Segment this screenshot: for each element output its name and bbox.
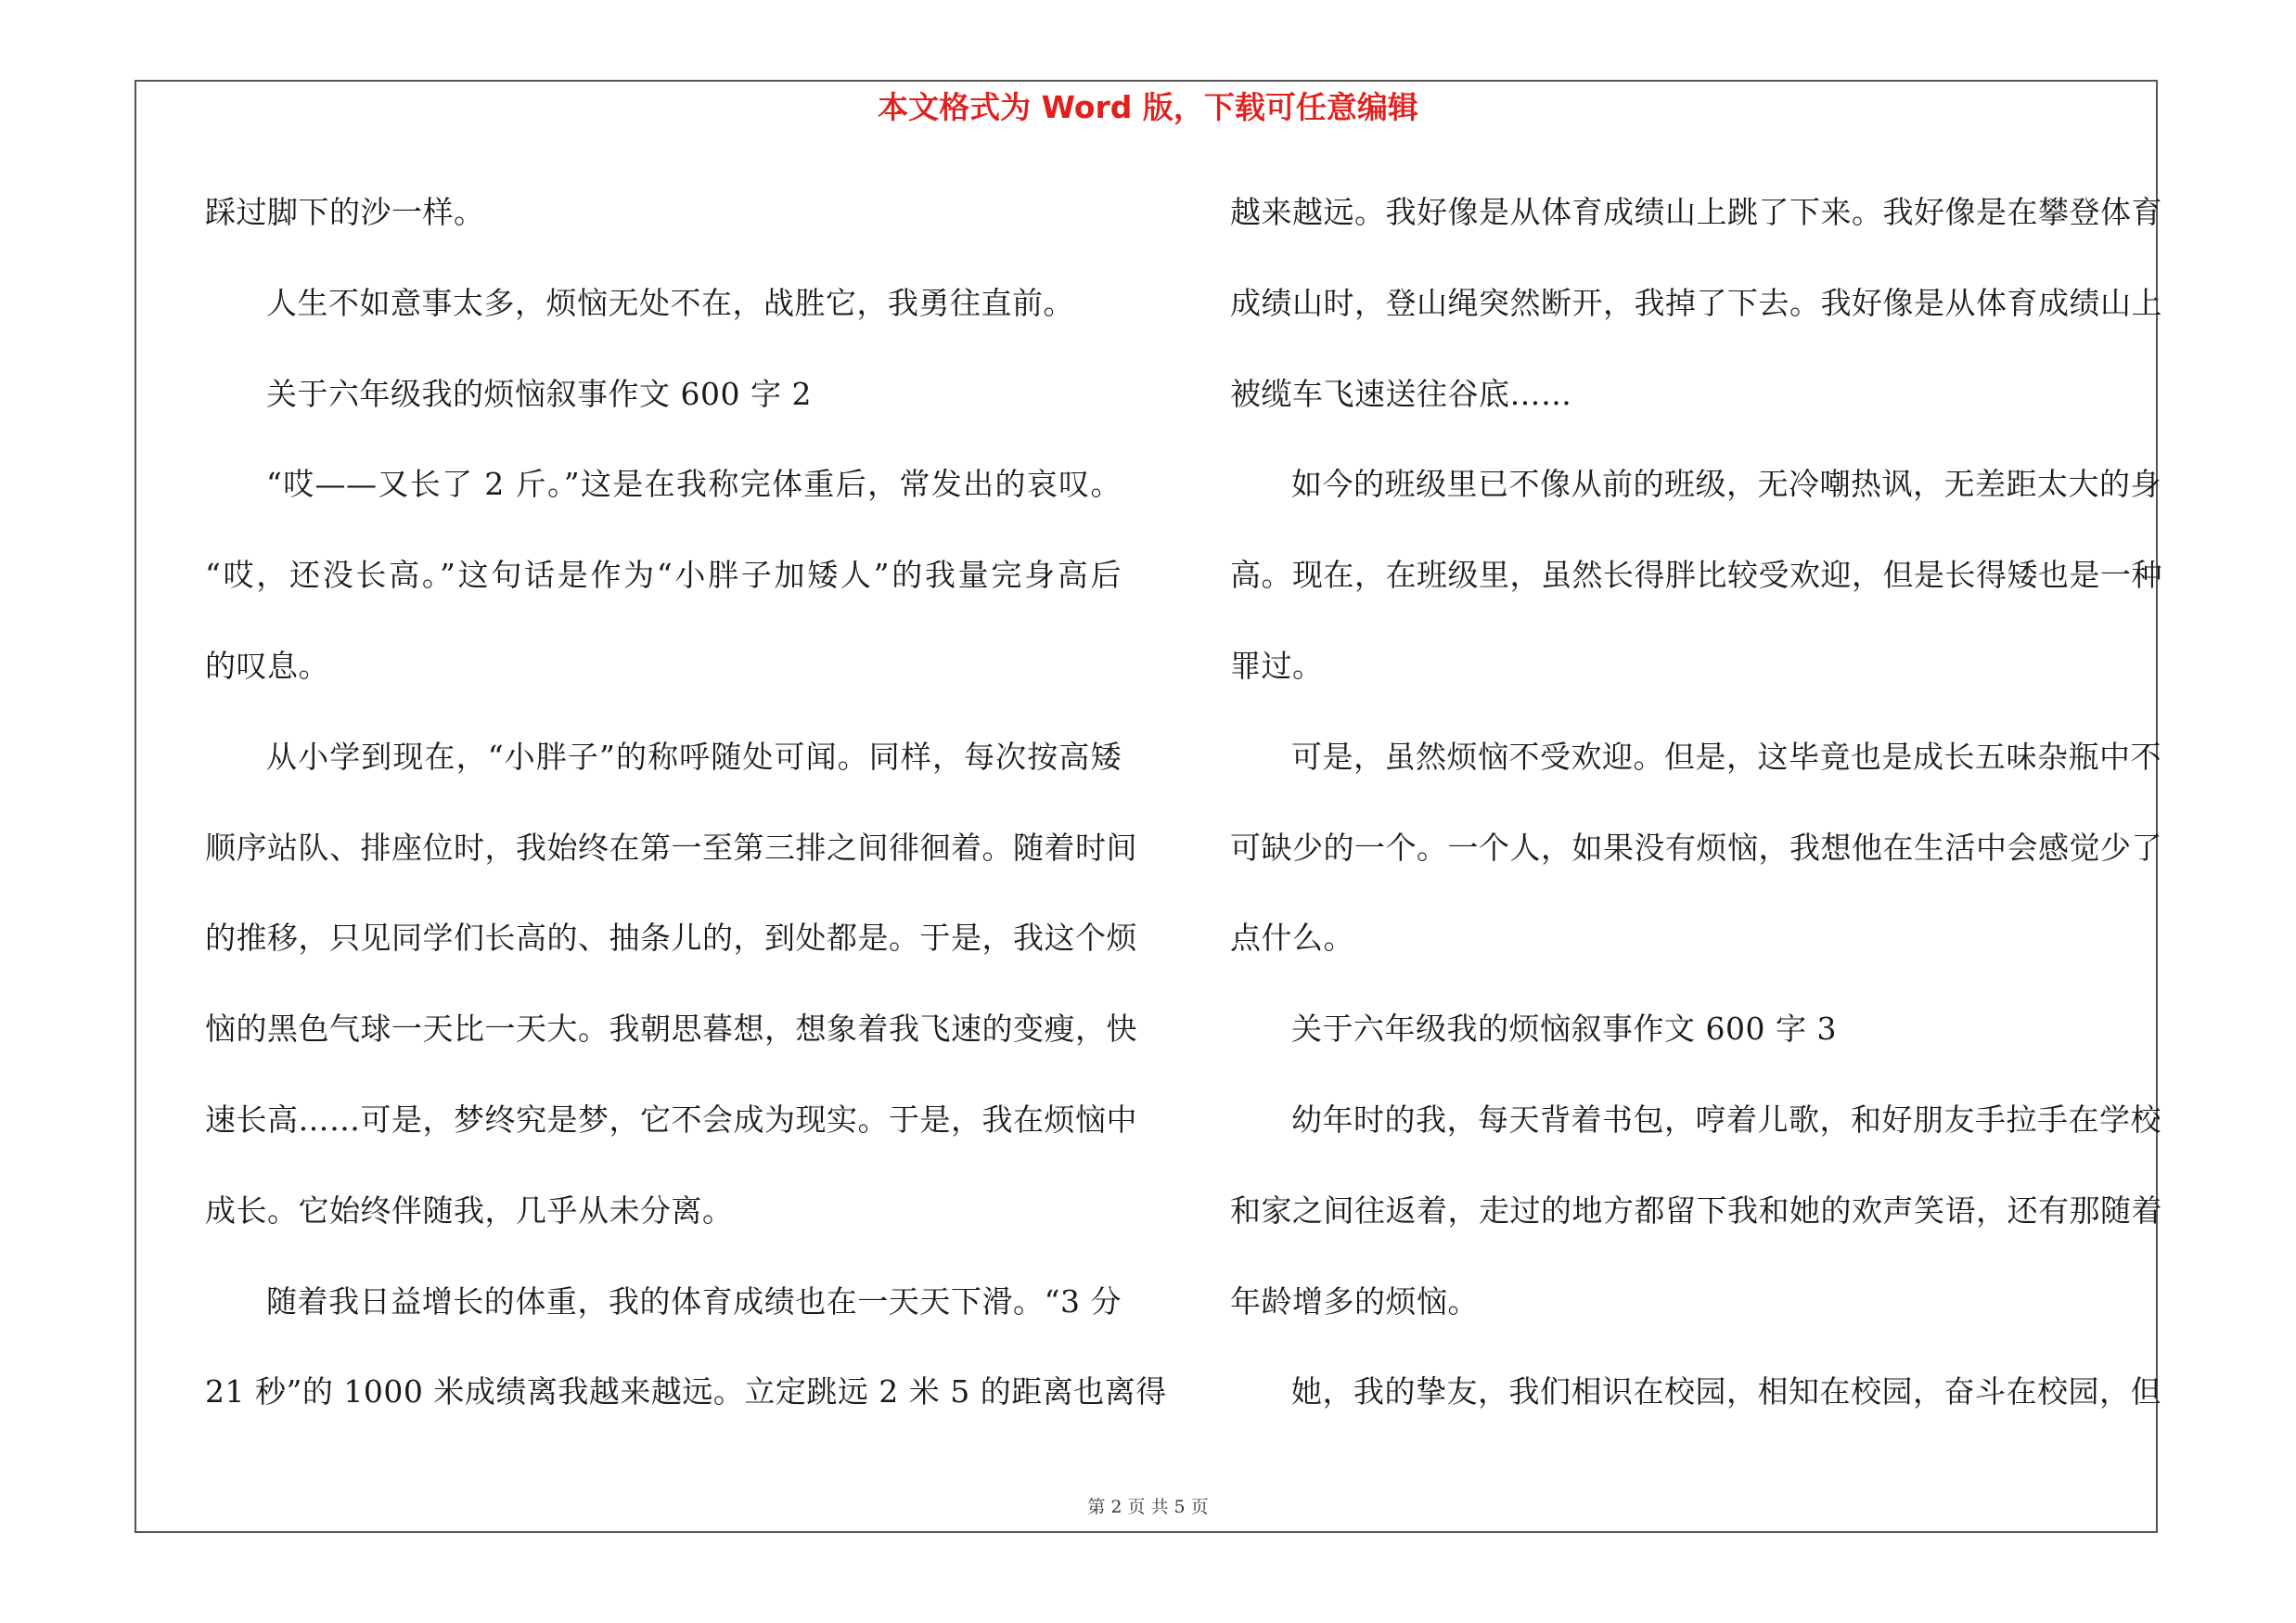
- text-line: “哎——又长了 2 斤。”这是在我称完体重后，常发出的哀叹。: [266, 466, 1122, 503]
- text-line: 点什么。: [1230, 920, 1354, 957]
- page-number-footer: 第 2 页 共 5 页: [1087, 1497, 1209, 1517]
- word-format-notice: 本文格式为 Word 版，下载可任意编辑: [878, 89, 1418, 125]
- text-line: 成绩山时，登山绳突然断开，我掉了下去。我好像是从体育成绩山上: [1230, 284, 2162, 321]
- text-line: 21 秒”的 1000 米成绩离我越来越远。立定跳远 2 米 5 的距离也离得: [205, 1373, 1167, 1410]
- text-line: 顺序站队、排座位时，我始终在第一至第三排之间徘徊着。随着时间: [205, 829, 1137, 866]
- text-line: 的叹息。: [205, 647, 329, 684]
- text-line: 高。现在，在班级里，虽然长得胖比较受欢迎，但是长得矮也是一种: [1230, 557, 2162, 594]
- text-line: 越来越远。我好像是从体育成绩山上跳了下来。我好像是在攀登体育: [1230, 194, 2162, 230]
- text-line: 人生不如意事太多，烦恼无处不在，战胜它，我勇往直前。: [266, 284, 1074, 321]
- section-heading: 关于六年级我的烦恼叙事作文 600 字 3: [1291, 1011, 1837, 1048]
- text-line: 罪过。: [1230, 647, 1324, 684]
- left-text-column: [205, 185, 1167, 1455]
- text-line: 成长。它始终伴随我，几乎从未分离。: [205, 1191, 734, 1229]
- text-line: 如今的班级里已不像从前的班级，无冷嘲热讽，无差距太大的身: [1291, 466, 2161, 503]
- text-line: 幼年时的我，每天背着书包，哼着儿歌，和好朋友手拉手在学校: [1291, 1101, 2161, 1138]
- text-line: 她，我的挚友，我们相识在校园，相知在校园，奋斗在校园，但: [1291, 1373, 2161, 1410]
- text-line: 和家之间往返着，走过的地方都留下我和她的欢声笑语，还有那随着: [1230, 1191, 2162, 1229]
- text-line: 随着我日益增长的体重，我的体育成绩也在一天天下滑。“3 分: [266, 1282, 1122, 1320]
- text-line: 可是，虽然烦恼不受欢迎。但是，这毕竟也是成长五味杂瓶中不: [1291, 738, 2161, 775]
- text-line: 从小学到现在，“小胖子”的称呼随处可闻。同样，每次按高矮: [266, 738, 1122, 775]
- text-line: 的推移，只见同学们长高的、抽条儿的，到处都是。于是，我这个烦: [205, 920, 1137, 957]
- text-line: 速长高……可是，梦终究是梦，它不会成为现实。于是，我在烦恼中: [205, 1101, 1137, 1138]
- right-text-column: [1230, 185, 2162, 1455]
- section-heading: 关于六年级我的烦恼叙事作文 600 字 2: [266, 375, 812, 412]
- text-line: 可缺少的一个。一个人，如果没有烦恼，我想他在生活中会感觉少了: [1230, 829, 2162, 866]
- text-line: “哎，还没长高。”这句话是作为“小胖子加矮人”的我量完身高后: [205, 557, 1122, 594]
- text-line: 被缆车飞速送往谷底……: [1230, 375, 1572, 412]
- text-line: 踩过脚下的沙一样。: [205, 194, 485, 230]
- text-line: 年龄增多的烦恼。: [1230, 1282, 1479, 1320]
- text-line: 恼的黑色气球一天比一天大。我朝思暮想，想象着我飞速的变瘦，快: [205, 1011, 1137, 1048]
